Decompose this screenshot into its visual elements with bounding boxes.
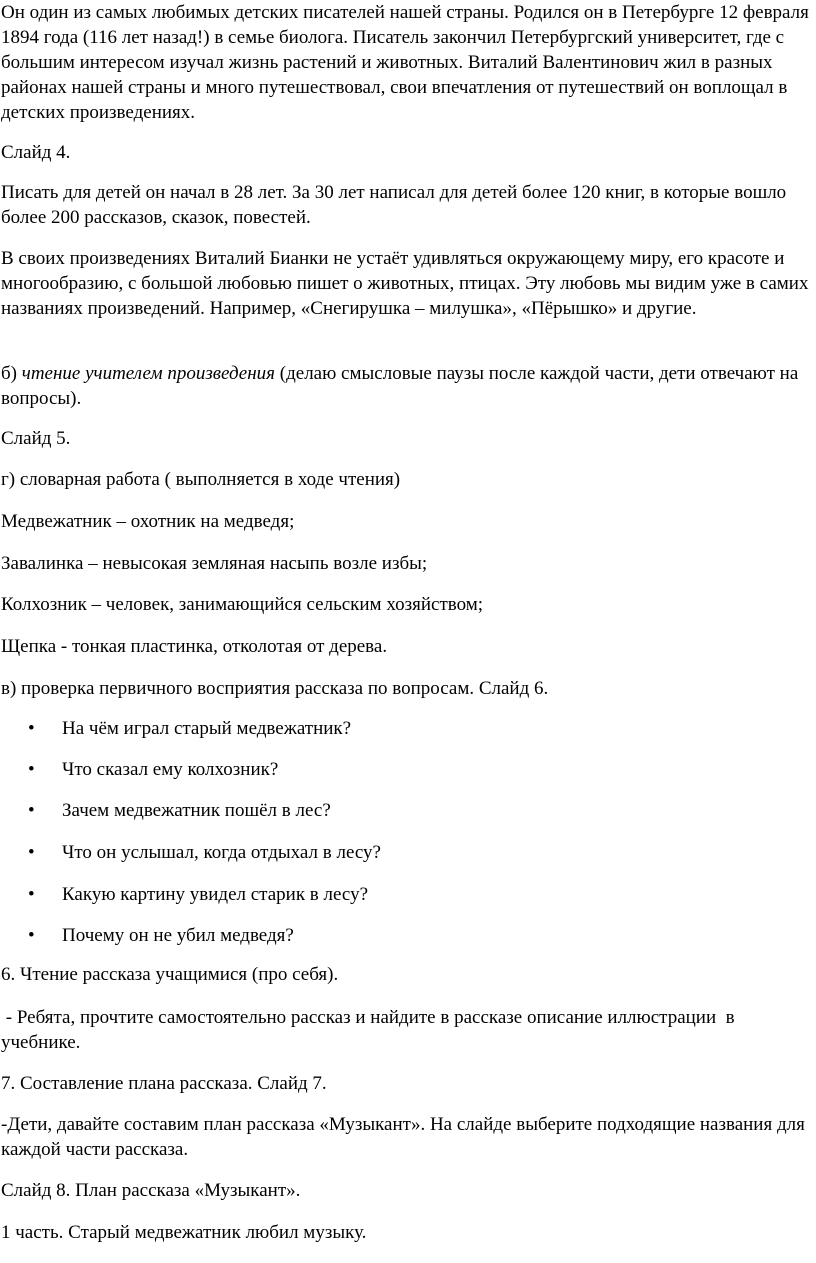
paragraph-student-reading: 6. Чтение рассказа учащимися (про себя). bbox=[1, 964, 339, 985]
vocab-kolkhoznik: Колхозник – человек, занимающийся сельским хозяйством; bbox=[1, 594, 484, 615]
question-text: Что сказал ему колхозник? bbox=[62, 759, 279, 780]
question-item bbox=[28, 882, 368, 907]
paragraph-writing-career: Писать для детей он начал в 28 лет. За 30 лет написал для детей более 120 книг, в которые вошло более 200 рассказов, сказок, повестей. bbox=[1, 182, 787, 228]
question-item bbox=[28, 757, 278, 782]
bullet-mark: • bbox=[28, 759, 35, 780]
teacher-reading-suffix: (делаю смысловые паузы после каждой части, дети отвечают на вопросы). bbox=[1, 363, 799, 409]
paragraph-student-task: - Ребята, прочтите самостоятельно рассказ и найдите в рассказе описание иллюстрации в учебнике. bbox=[1, 1007, 740, 1053]
question-text: Зачем медвежатник пошёл в лес? bbox=[62, 800, 331, 821]
question-item bbox=[28, 716, 351, 741]
vocab-shchepka: Щепка - тонкая пластинка, отколотая от дерева. bbox=[1, 636, 388, 657]
paragraph-perception-check: в) проверка первичного восприятия рассказа по вопросам. Слайд 6. bbox=[1, 678, 549, 699]
paragraph-part-1: 1 часть. Старый медвежатник любил музыку. bbox=[1, 1222, 367, 1243]
vocab-zavalinka: Завалинка – невысокая земляная насыпь возле избы; bbox=[1, 553, 428, 574]
question-text: Почему он не убил медведя? bbox=[62, 925, 294, 946]
paragraph-vocabulary-work: г) словарная работа ( выполняется в ходе чтения) bbox=[1, 469, 401, 490]
paragraph-slide-5: Слайд 5. bbox=[1, 428, 71, 449]
question-text: На чём играл старый медвежатник? bbox=[62, 718, 352, 739]
bullet-mark: • bbox=[28, 718, 35, 739]
question-text: Что он услышал, когда отдыхал в лесу? bbox=[62, 842, 381, 863]
question-text: Какую картину увидел старик в лесу? bbox=[62, 884, 369, 905]
question-item bbox=[28, 923, 294, 948]
bullet-mark: • bbox=[28, 884, 35, 905]
paragraph-plan-instruction: -Дети, давайте составим план рассказа «Музыкант». На слайде выберите подходящие названия для каждой части рассказа. bbox=[1, 1114, 805, 1160]
question-item bbox=[28, 840, 381, 865]
vocab-medvezhatnik: Медвежатник – охотник на медведя; bbox=[1, 511, 295, 532]
bullet-mark: • bbox=[28, 842, 35, 863]
paragraph-teacher-reading bbox=[1, 361, 812, 411]
bullet-mark: • bbox=[28, 925, 35, 946]
teacher-reading-prefix: б) bbox=[1, 363, 22, 384]
paragraph-works: В своих произведениях Виталий Бианки не устаёт удивляться окружающему миру, его красоте и многообразию, с большой любовью пишет о животных, птицах. Эту любовь мы видим уже в самих названиях произведений. Например, «Снегирушка – милушка», «Пёрышко» и другие. bbox=[1, 248, 809, 319]
bullet-mark: • bbox=[28, 800, 35, 821]
paragraph-slide-4: Слайд 4. bbox=[1, 142, 71, 163]
teacher-reading-italic: чтение учителем произведения bbox=[21, 363, 276, 384]
question-item bbox=[28, 798, 331, 823]
paragraph-slide-8: Слайд 8. План рассказа «Музыкант». bbox=[1, 1180, 301, 1201]
paragraph-plan-compose: 7. Составление плана рассказа. Слайд 7. bbox=[1, 1073, 327, 1094]
paragraph-biography: Он один из самых любимых детских писателей нашей страны. Родился он в Петербурге 12 февраля 1894 года (116 лет назад!) в семье биолога. Писатель закончил Петербургский университет, где с большим интересом изучал жизнь растений и животных. Виталий Валентинович жил в разных районах нашей страны и много путешествовал, свои впечатления от путешествий он воплощал в детских произведениях. bbox=[1, 2, 809, 123]
